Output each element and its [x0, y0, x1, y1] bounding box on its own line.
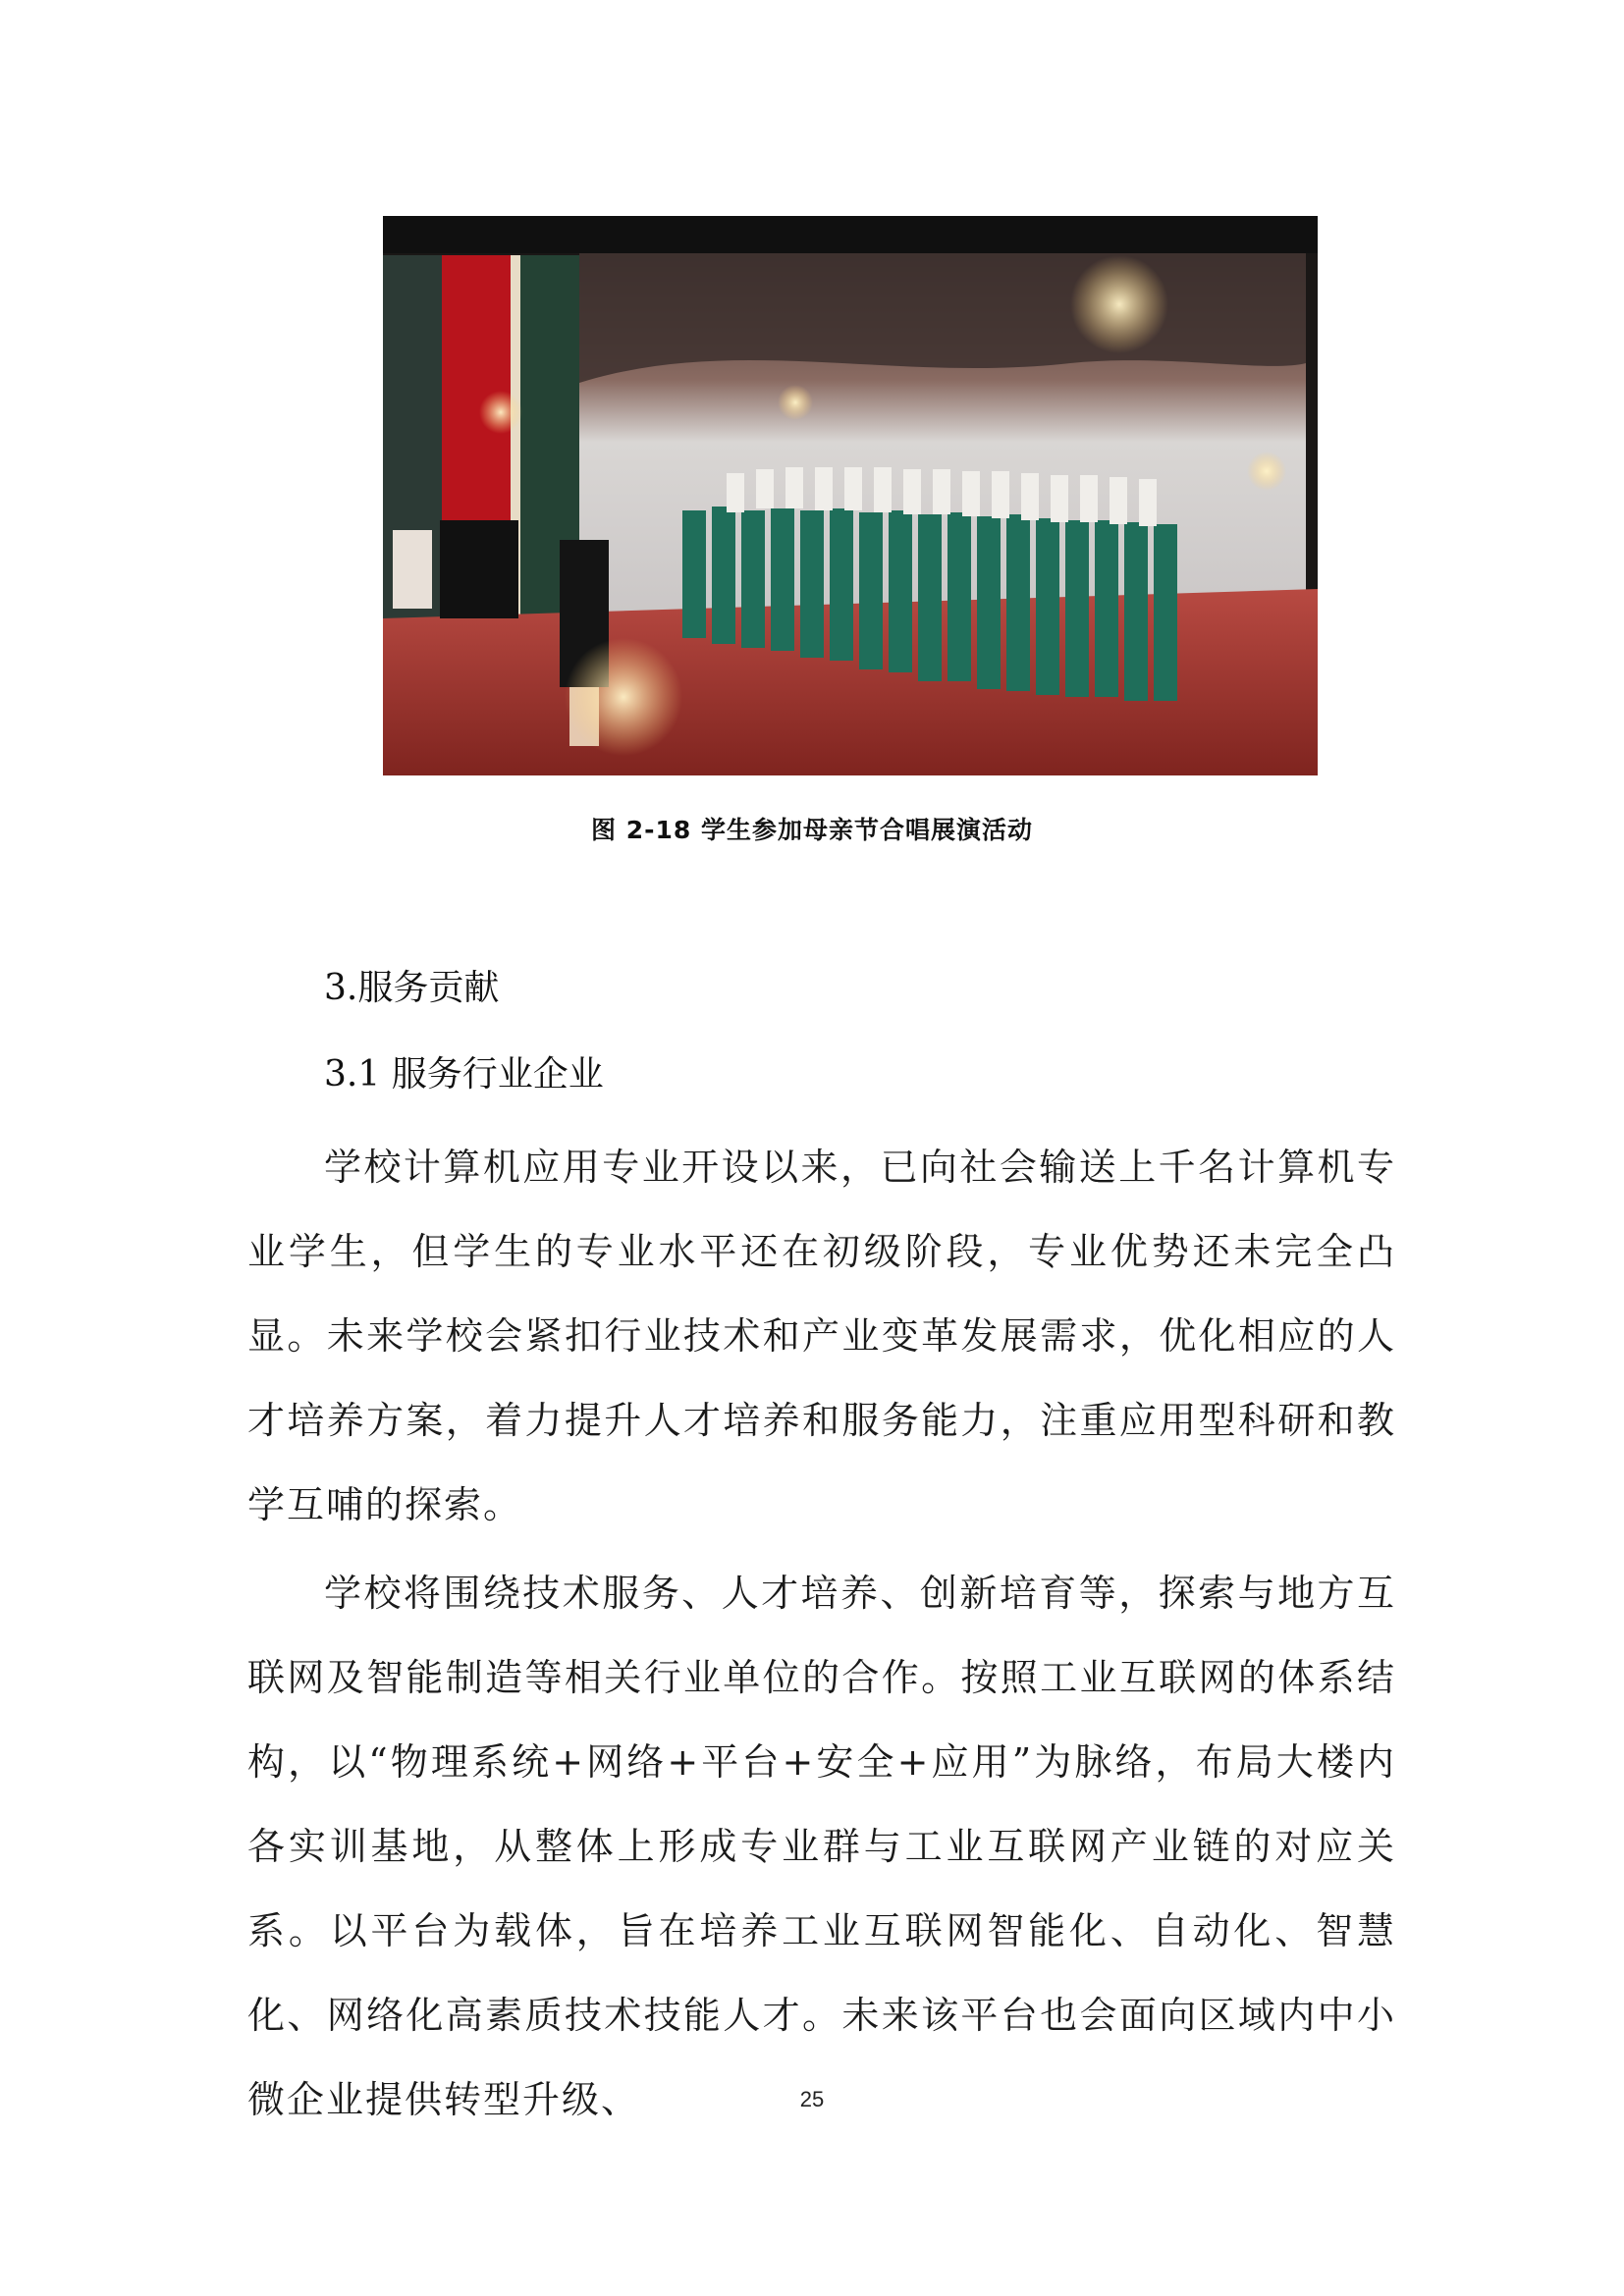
- section-heading: 3.服务贡献: [324, 968, 500, 1008]
- body-paragraph: 学校将围绕技术服务、人才培养、创新培育等，探索与地方互联网及智能制造等相关行业单位的合作。按照工业互联网的体系结构，以“物理系统+网络+平台+安全+应用”为脉络，布局大楼内各实训基地，从整体上形成专业群与工业互联网产业链的对应关系。以平台为载体，旨在培养工业互联网智能化、自动化、智慧化、网络化高素质技术技能人才。未来该平台也会面向区域内中小微企业提供转型升级、: [247, 1572, 1396, 2121]
- stage-scene-image: [383, 216, 1318, 775]
- page-number: 25: [799, 2087, 825, 2111]
- choir-performance-photo: [383, 216, 1318, 775]
- body-paragraph: 学校计算机应用专业开设以来，已向社会输送上千名计算机专业学生，但学生的专业水平还在初级阶段，专业优势还未完全凸显。未来学校会紧扣行业技术和产业变革发展需求，优化相应的人才培养方案，着力提升人才培养和服务能力，注重应用型科研和教学互哺的探索。: [247, 1146, 1396, 1526]
- section-subheading: 3.1 服务行业企业: [324, 1054, 604, 1095]
- figure-caption: 图 2-18 学生参加母亲节合唱展演活动: [591, 816, 1033, 844]
